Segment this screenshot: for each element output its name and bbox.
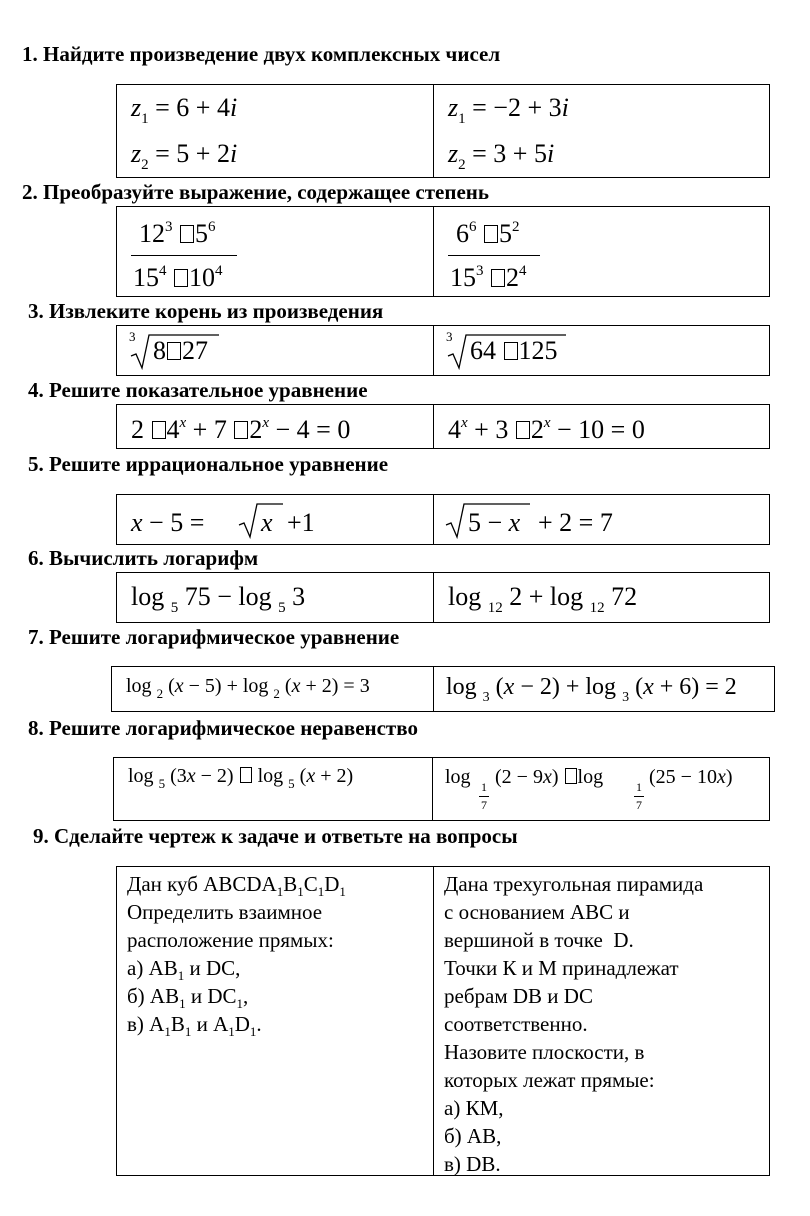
inequality-box-icon: [240, 767, 252, 783]
heading-task-4: 4. Решите показательное уравнение: [28, 378, 368, 402]
task-7-left-cell: [112, 667, 434, 711]
task-8-right-base2-num: 1: [636, 780, 642, 794]
root-index: 3: [129, 329, 136, 344]
task-5-table: [116, 494, 770, 545]
task-6-left-cell: [117, 573, 434, 622]
task-9-right-line: б) AB,: [444, 1124, 502, 1148]
task-4-right-cell: [434, 405, 769, 448]
task-2-left-numerator: $12^3$ $5^6$: [139, 219, 216, 248]
task-7-table: [111, 666, 775, 712]
fraction-bar: [479, 796, 489, 797]
multiply-box-icon: [516, 421, 530, 439]
task-9-left-line-1: Дан куб $ABCDA_1B_1C_1D_1$: [127, 872, 346, 900]
task-5-left-radicand: x: [261, 508, 273, 537]
task-9-right-line: Дана трехугольная пирамида: [444, 872, 704, 896]
heading-task-6: 6. Вычислить логарифм: [28, 546, 259, 570]
task-8-right-log1: log: [445, 766, 471, 788]
multiply-box-icon: [234, 421, 248, 439]
task-1-left-z2: $z_2 = 5 + 2i$: [131, 139, 238, 173]
fraction-bar: [131, 255, 237, 256]
task-6-left-expression: log $_5$ 75 − log $_5$ 3: [131, 582, 306, 616]
fraction-bar: [634, 796, 644, 797]
task-8-right-cell: [433, 758, 769, 820]
task-8-right-base1-num: 1: [481, 780, 487, 794]
task-9-right-line: Точки К и М принадлежат: [444, 956, 679, 980]
fraction-bar: [448, 255, 540, 256]
task-6-table: [116, 572, 770, 623]
multiply-box-icon: [180, 225, 194, 243]
inequality-box-icon: [565, 768, 577, 784]
task-2-left-denominator: $15^4$ $10^4$: [133, 263, 223, 292]
heading-task-7: 7. Решите логарифмическое уравнение: [28, 625, 400, 649]
task-5-left-cell: [117, 495, 434, 544]
task-4-left-equation: 2 4$^x$ + 7 2$^x$ − 4 = 0: [131, 415, 351, 444]
task-9-right-line: Назовите плоскости, в: [444, 1040, 645, 1064]
multiply-box-icon: [504, 342, 518, 360]
task-1-left-cell: [117, 85, 434, 177]
task-8-left-inequality: log $_5$ (3x − 2) log $_5$ (x + 2): [128, 765, 354, 791]
task-3-right-cell: [434, 326, 769, 375]
task-1-right-z1: $z_1 = -2 + 3i$: [448, 93, 569, 127]
multiply-box-icon: [174, 269, 188, 287]
task-5-right-tail: + 2 = 7: [538, 508, 613, 537]
task-5-left-tail: +1: [287, 508, 315, 537]
task-6-right-expression: log $_{12}$ 2 + log $_{12}$ 72: [448, 582, 638, 616]
task-3-right-radicand: 64 125: [470, 336, 558, 365]
task-9-left-cell: [117, 867, 434, 1175]
task-1-left-z1: $z_1 = 6 + 4i$: [131, 93, 238, 127]
task-2-right-cell: [434, 207, 769, 296]
task-1-right-cell: [434, 85, 769, 177]
task-7-right-cell: [434, 667, 774, 711]
task-2-left-cell: [117, 207, 434, 296]
task-4-table: [116, 404, 770, 449]
multiply-box-icon: [484, 225, 498, 243]
task-4-left-cell: [117, 405, 434, 448]
heading-task-8: 8. Решите логарифмическое неравенство: [28, 716, 418, 740]
task-9-right-line: с основанием ABC и: [444, 900, 630, 924]
task-9-left-line-4: а) $AB_1$ и DC,: [127, 956, 241, 984]
heading-task-2: 2. Преобразуйте выражение, содержащее степень: [22, 180, 489, 204]
multiply-box-icon: [167, 342, 181, 360]
task-2-right-numerator: $6^6$ $5^2$: [456, 219, 520, 248]
heading-task-1: 1. Найдите произведение двух комплексных чисел: [22, 42, 501, 66]
task-9-right-line: вершиной в точке D.: [444, 928, 634, 952]
task-7-left-equation: log $_2$ (x − 5) + log $_2$ (x + 2) = 3: [126, 675, 370, 701]
task-5-left-lhs: x − 5 =: [131, 508, 205, 537]
task-3-table: [116, 325, 770, 376]
task-9-left-line-6: в) $A_1B_1$ и $A_1D_1$.: [127, 1012, 262, 1040]
task-2-table: [116, 206, 770, 297]
task-5-right-radicand: 5 − x: [468, 508, 521, 537]
multiply-box-icon: [152, 421, 166, 439]
task-6-right-cell: [434, 573, 769, 622]
task-9-right-line: ребрам DB и DC: [444, 984, 593, 1008]
multiply-box-icon: [491, 269, 505, 287]
heading-task-3: 3. Извлеките корень из произведения: [28, 299, 384, 323]
task-5-right-cell: [434, 495, 769, 544]
task-9-left-line-2: Определить взаимное: [127, 900, 323, 924]
root-index: 3: [446, 329, 453, 344]
task-9-left-line-5: б) $AB_1$ и $DC_1$,: [127, 984, 249, 1012]
task-8-right-base2-den: 7: [636, 798, 642, 812]
task-9-right-line: которых лежат прямые:: [444, 1068, 655, 1092]
task-1-table: [116, 84, 770, 178]
task-9-table: [116, 866, 770, 1176]
task-7-right-equation: log $_3$ (x − 2) + log $_3$ (x + 6) = 2: [446, 674, 737, 705]
task-9-right-line: в) DB.: [444, 1152, 501, 1176]
task-8-right-base1-den: 7: [481, 798, 487, 812]
task-1-right-z2: $z_2 = 3 + 5i$: [448, 139, 555, 173]
task-2-right-denominator: $15^3$ $2^4$: [450, 263, 527, 292]
task-3-left-radicand: 8 27: [153, 336, 208, 365]
task-9-left-line-3: расположение прямых:: [127, 928, 334, 952]
task-8-right-arg1: (2 − 9x) log: [495, 766, 604, 788]
task-8-table: [113, 757, 770, 821]
task-8-left-cell: [114, 758, 433, 820]
task-3-left-cell: [117, 326, 434, 375]
task-9-right-cell: [434, 867, 769, 1175]
task-9-right-line: соответственно.: [444, 1012, 588, 1036]
task-4-right-equation: 4$^x$ + 3 2$^x$ − 10 = 0: [448, 415, 645, 444]
heading-task-5: 5. Решите иррациональное уравнение: [28, 452, 389, 476]
task-9-right-line: а) КМ,: [444, 1096, 504, 1120]
heading-task-9: 9. Сделайте чертеж к задаче и ответьте на вопросы: [33, 824, 518, 848]
task-8-right-arg2: (25 − 10x): [649, 766, 733, 788]
